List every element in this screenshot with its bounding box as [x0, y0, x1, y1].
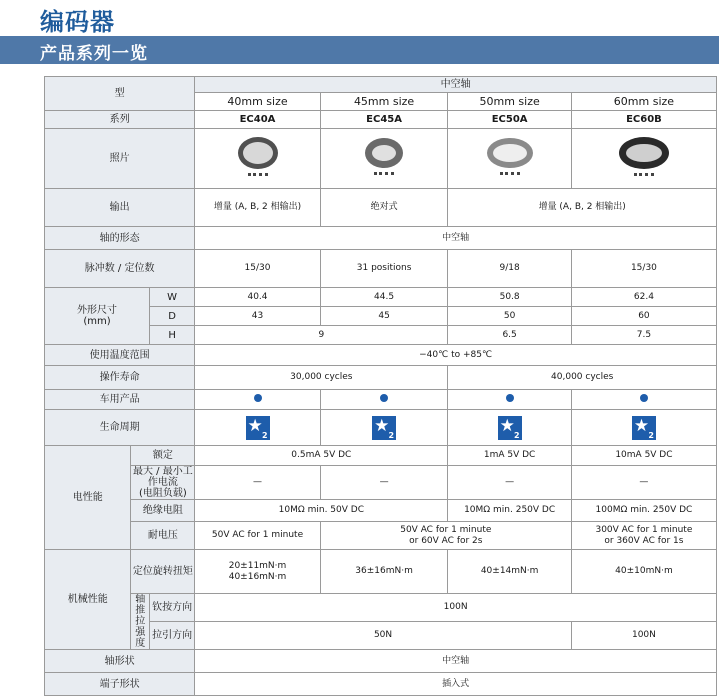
- encoder-40-icon: [238, 137, 278, 169]
- temp-value: −40℃ to +85℃: [195, 345, 717, 366]
- auto-dot-icon: [254, 394, 262, 402]
- detent-torque-header: 定位旋转扭矩: [131, 550, 195, 594]
- shaft-form-value: 中空轴: [195, 227, 717, 250]
- push-value: 100N: [195, 594, 717, 622]
- pulses-50: 9/18: [448, 250, 571, 288]
- auto-60: [571, 390, 716, 410]
- h-60: 7.5: [571, 326, 716, 345]
- auto-50: [448, 390, 571, 410]
- output-header: 输出: [45, 189, 195, 227]
- auto-header: 车用产品: [45, 390, 195, 410]
- output-40: 增量 (A, B, 2 相输出): [195, 189, 321, 227]
- current-40: —: [195, 466, 321, 500]
- d-60: 60: [571, 307, 716, 326]
- current-45: —: [320, 466, 448, 500]
- lifecycle-star-icon: ★ 2: [374, 415, 395, 440]
- type-header: 型: [45, 77, 195, 111]
- withstand-header: 耐电压: [131, 522, 195, 550]
- dim-h-label: H: [149, 326, 194, 345]
- encoder-50-icon: [487, 138, 533, 168]
- op-life-40-45: 30,000 cycles: [195, 366, 448, 390]
- terminal-value: 插入式: [195, 673, 717, 696]
- size-45: 45mm size: [320, 93, 448, 111]
- lifecycle-40: [195, 410, 321, 446]
- lifecycle-star-icon: ★ 2: [499, 415, 520, 440]
- lifecycle-50: [448, 410, 571, 446]
- encoder-60-icon: [619, 137, 669, 169]
- photo-cell: [320, 129, 448, 189]
- w-60: 62.4: [571, 288, 716, 307]
- current-60: —: [571, 466, 716, 500]
- photo-cell: [195, 129, 321, 189]
- op-life-50-60: 40,000 cycles: [448, 366, 717, 390]
- pulses-40: 15/30: [195, 250, 321, 288]
- size-50: 50mm size: [448, 93, 571, 111]
- withstand-60: 300V AC for 1 minute or 360V AC for 1s: [571, 522, 716, 550]
- withstand-45-50: 50V AC for 1 minute or 60V AC for 2s: [320, 522, 571, 550]
- terminal-header: 端子形状: [45, 673, 195, 696]
- outer-dim-header: 外形尺寸 (mm): [45, 288, 150, 345]
- lifecycle-60: [571, 410, 716, 446]
- photo-cell: [448, 129, 571, 189]
- d-45: 45: [320, 307, 448, 326]
- dim-w-label: W: [149, 288, 194, 307]
- pins-icon: [634, 173, 654, 180]
- push-header: 钦按方向: [149, 594, 194, 622]
- torque-40: 20±11mN·m 40±16mN·m: [195, 550, 321, 594]
- op-life-header: 操作寿命: [45, 366, 195, 390]
- pulses-60: 15/30: [571, 250, 716, 288]
- section-title: 产品系列一览: [40, 44, 148, 64]
- auto-45: [320, 390, 448, 410]
- withstand-40: 50V AC for 1 minute: [195, 522, 321, 550]
- encoder-45-icon: [365, 138, 403, 168]
- shaft-shape-value: 中空轴: [195, 650, 717, 673]
- insulation-50: 10MΩ min. 250V DC: [448, 500, 571, 522]
- lifecycle-star-icon: ★ 2: [633, 415, 654, 440]
- hollow-shaft-header: 中空轴: [195, 77, 717, 93]
- series-ec60b: EC60B: [571, 111, 716, 129]
- current-50: —: [448, 466, 571, 500]
- w-40: 40.4: [195, 288, 321, 307]
- shaft-shape-header: 轴形状: [45, 650, 195, 673]
- torque-50: 40±14mN·m: [448, 550, 571, 594]
- series-ec45a: EC45A: [320, 111, 448, 129]
- torque-60: 40±10mN·m: [571, 550, 716, 594]
- rated-header: 额定: [131, 446, 195, 466]
- rated-50: 1mA 5V DC: [448, 446, 571, 466]
- torque-45: 36±16mN·m: [320, 550, 448, 594]
- rated-40-45: 0.5mA 5V DC: [195, 446, 448, 466]
- push-pull-header: 轴推拉 强度: [131, 594, 150, 650]
- pins-icon: [500, 172, 520, 179]
- lifecycle-star-icon: ★ 2: [247, 415, 268, 440]
- auto-dot-icon: [640, 394, 648, 402]
- photo-header: 照片: [45, 129, 195, 189]
- h-40-45: 9: [195, 326, 448, 345]
- electrical-header: 电性能: [45, 446, 131, 550]
- dim-d-label: D: [149, 307, 194, 326]
- d-40: 43: [195, 307, 321, 326]
- size-40: 40mm size: [195, 93, 321, 111]
- insulation-60: 100MΩ min. 250V DC: [571, 500, 716, 522]
- h-50: 6.5: [448, 326, 571, 345]
- auto-40: [195, 390, 321, 410]
- section-bar: [0, 36, 719, 64]
- lifecycle-45: [320, 410, 448, 446]
- size-60: 60mm size: [571, 93, 716, 111]
- auto-dot-icon: [506, 394, 514, 402]
- d-50: 50: [448, 307, 571, 326]
- series-ec40a: EC40A: [195, 111, 321, 129]
- mechanical-header: 机械性能: [45, 550, 131, 650]
- series-header: 系列: [45, 111, 195, 129]
- insulation-40-45: 10MΩ min. 50V DC: [195, 500, 448, 522]
- min-max-current-header: 最大 / 最小工作电流 (电阻负载): [131, 466, 195, 500]
- pull-header: 拉引方向: [149, 622, 194, 650]
- insulation-header: 绝缘电阻: [131, 500, 195, 522]
- photo-cell: [571, 129, 716, 189]
- pull-40-50: 50N: [195, 622, 572, 650]
- page-title: 编码器: [40, 8, 115, 36]
- w-50: 50.8: [448, 288, 571, 307]
- product-table: [44, 76, 717, 696]
- series-ec50a: EC50A: [448, 111, 571, 129]
- auto-dot-icon: [380, 394, 388, 402]
- pull-60: 100N: [571, 622, 716, 650]
- output-45: 绝对式: [320, 189, 448, 227]
- lifecycle-header: 生命周期: [45, 410, 195, 446]
- rated-60: 10mA 5V DC: [571, 446, 716, 466]
- pulses-45: 31 positions: [320, 250, 448, 288]
- pulses-header: 脉冲数 / 定位数: [45, 250, 195, 288]
- pins-icon: [248, 173, 268, 180]
- temp-header: 使用温度范围: [45, 345, 195, 366]
- output-50-60: 增量 (A, B, 2 相输出): [448, 189, 717, 227]
- shaft-form-header: 轴的形态: [45, 227, 195, 250]
- w-45: 44.5: [320, 288, 448, 307]
- pins-icon: [374, 172, 394, 179]
